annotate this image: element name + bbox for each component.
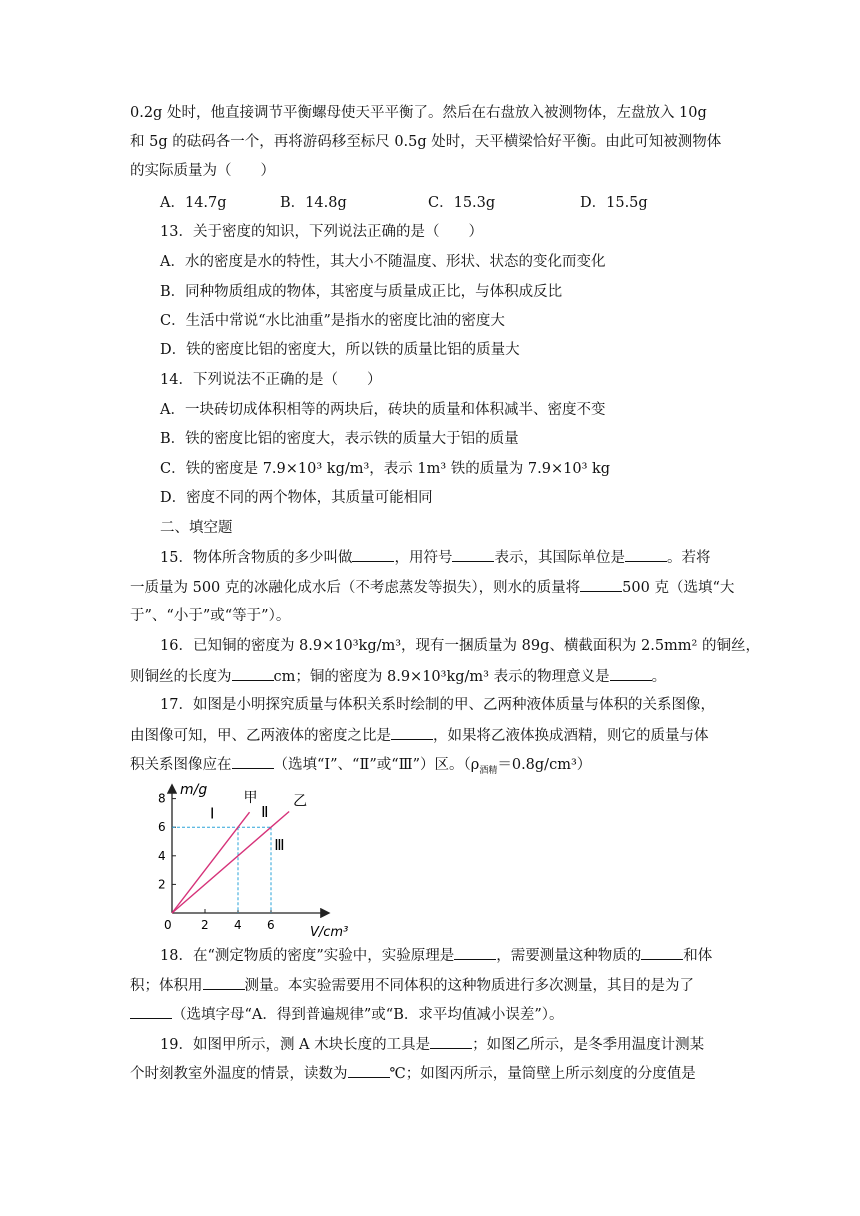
q18-text-5: 测量。本实验需要用不同体积的这种物质进行多次测量，其目的是为了	[244, 978, 694, 994]
x-tick-label: 6	[267, 918, 275, 932]
q17-text-4: （选填“Ⅰ”、“Ⅱ”或“Ⅲ”）区。（ρ	[273, 757, 480, 773]
q15-line-1	[160, 547, 710, 568]
q16-blank-2	[610, 666, 652, 681]
q18-blank-4	[130, 1004, 172, 1019]
q16-line-2	[130, 666, 666, 687]
q18-line-2	[130, 975, 694, 996]
q12-line-3: 的实际质量为（ ）	[130, 163, 275, 179]
q17-line-1: 17．如图是小明探究质量与体积关系时绘制的甲、乙两种液体质量与体积的关系图像，	[160, 697, 715, 713]
q17-rho-subscript: 酒精	[479, 765, 498, 776]
q19-text-4: ℃；如图丙所示，量筒壁上所示刻度的分度值是	[389, 1066, 696, 1082]
q15-blank-3	[625, 547, 667, 562]
q12-option-b: B．14.8g	[280, 195, 347, 211]
region-label-1: Ⅰ	[209, 804, 215, 823]
q17-text-5: ＝0.8g/cm³）	[497, 757, 592, 773]
q15-blank-4	[580, 577, 622, 592]
q15-text-5: 一质量为 500 克的冰融化成水后（不考虑蒸发等损失），则水的质量将	[130, 580, 581, 596]
q15-line-2	[130, 577, 734, 598]
x-tick-label: 4	[234, 918, 242, 932]
q15-blank-1	[352, 547, 394, 562]
q12-option-d: D．15.5g	[580, 195, 648, 211]
y-tick-label: 8	[158, 791, 166, 806]
q15-text-2: ，用符号	[394, 550, 453, 566]
q15-text-1: 15．物体所含物质的多少叫做	[160, 550, 353, 566]
q16-text-3: 。	[651, 669, 667, 685]
y-axis-label: m/g	[180, 782, 208, 798]
q14-option-d: D．密度不同的两个物体，其质量可能相同	[160, 490, 433, 506]
q19-line-2	[130, 1063, 696, 1084]
q17-text-2: ，如果将乙液体换成酒精，则它的质量与体	[433, 728, 709, 744]
q18-blank-2	[641, 945, 683, 960]
y-tick-labels	[158, 792, 176, 892]
q15-text-4: 。若将	[666, 550, 711, 566]
q18-blank-1	[454, 945, 496, 960]
q15-text-6: 500 克（选填“大	[622, 580, 735, 596]
q16-blank-1	[232, 666, 274, 681]
y-tick-label: 2	[158, 877, 166, 892]
mass-volume-chart	[150, 778, 350, 938]
q17-text-3: 积关系图像应在	[130, 757, 232, 773]
q17-blank-2	[232, 754, 274, 769]
q14-option-c: C．铁的密度是 7.9×10³ kg/m³，表示 1m³ 铁的质量为 7.9×10³ kg	[160, 461, 611, 477]
q15-text-3: 表示，其国际单位是	[494, 550, 625, 566]
q14-option-a: A．一块砖切成体积相等的两块后，砖块的质量和体积减半、密度不变	[160, 402, 606, 418]
q14-stem: 14．下列说法不正确的是（ ）	[160, 372, 382, 388]
y-tick-label: 6	[158, 820, 166, 835]
q14-option-b: B．铁的密度比铝的密度大，表示铁的质量大于铝的质量	[160, 431, 519, 447]
series-line-1	[172, 811, 289, 913]
series-label-jia: 甲	[243, 790, 258, 807]
q19-text-2: ；如图乙所示，是冬季用温度计测某	[472, 1037, 705, 1053]
q18-text-6: （选填字母“A．得到普遍规律”或“B．求平均值减小误差”）。	[172, 1007, 564, 1023]
section-title: 二、填空题	[160, 520, 233, 536]
x-tick-label: 0	[164, 918, 172, 932]
q16-line-1: 16．已知铜的密度为 8.9×10³kg/m³，现有一捆质量为 89g、横截面积为 2.5mm² 的铜丝，	[160, 638, 760, 654]
q12-option-a: A．14.7g	[160, 195, 227, 211]
x-tick-label: 2	[201, 918, 209, 932]
q15-blank-2	[452, 547, 494, 562]
region-label-2: Ⅱ	[261, 803, 269, 822]
q18-text-2: ，需要测量这种物质的	[496, 948, 642, 964]
q17-line-3	[130, 754, 591, 781]
q15-line-3: 于”、“小于”或“等于”）。	[130, 608, 291, 624]
q19-blank-1	[430, 1034, 472, 1049]
q19-text-1: 19．如图甲所示，测 A 木块长度的工具是	[160, 1037, 431, 1053]
q12-line-1: 0.2g 处时，他直接调节平衡螺母使天平平衡了。然后在右盘放入被测物体，左盘放入 10g	[130, 105, 707, 121]
q17-line-2	[130, 725, 709, 746]
x-axis-label: V/cm³	[310, 925, 349, 938]
q18-line-1	[160, 945, 712, 966]
q13-option-a: A．水的密度是水的特性，其大小不随温度、形状、状态的变化而变化	[160, 254, 606, 270]
q13-stem: 13．关于密度的知识，下列说法正确的是（ ）	[160, 224, 483, 240]
q18-blank-3	[203, 975, 245, 990]
region-label-3: Ⅲ	[274, 836, 285, 855]
q19-text-3: 个时刻教室外温度的情景，读数为	[130, 1066, 348, 1082]
q18-text-1: 18．在“测定物质的密度”实验中，实验原理是	[160, 948, 455, 964]
q12-option-c: C．15.3g	[428, 195, 496, 211]
q13-option-d: D．铁的密度比铝的密度大，所以铁的质量比铝的质量大	[160, 342, 520, 358]
q16-text-2: cm；铜的密度为 8.9×10³kg/m³ 表示的物理意义是	[273, 669, 610, 685]
y-tick-label: 4	[158, 848, 166, 863]
q12-line-2: 和 5g 的砝码各一个，再将游码移至标尺 0.5g 处时，天平横梁恰好平衡。由此可知被测物体	[130, 134, 722, 150]
q18-text-4: 积；体积用	[130, 978, 203, 994]
q17-text-1: 由图像可知，甲、乙两液体的密度之比是	[130, 728, 391, 744]
q17-blank-1	[391, 725, 433, 740]
q13-option-c: C．生活中常说“水比油重”是指水的密度比油的密度大	[160, 313, 505, 329]
q13-option-b: B．同种物质组成的物体，其密度与质量成正比，与体积成反比	[160, 284, 563, 300]
q19-blank-2	[348, 1063, 390, 1078]
series-lines	[172, 811, 289, 913]
series-label-yi: 乙	[293, 793, 308, 810]
q16-text-1: 则铜丝的长度为	[130, 669, 232, 685]
q18-text-3: 和体	[683, 948, 713, 964]
q18-line-3	[130, 1004, 564, 1025]
q19-line-1	[160, 1034, 704, 1055]
